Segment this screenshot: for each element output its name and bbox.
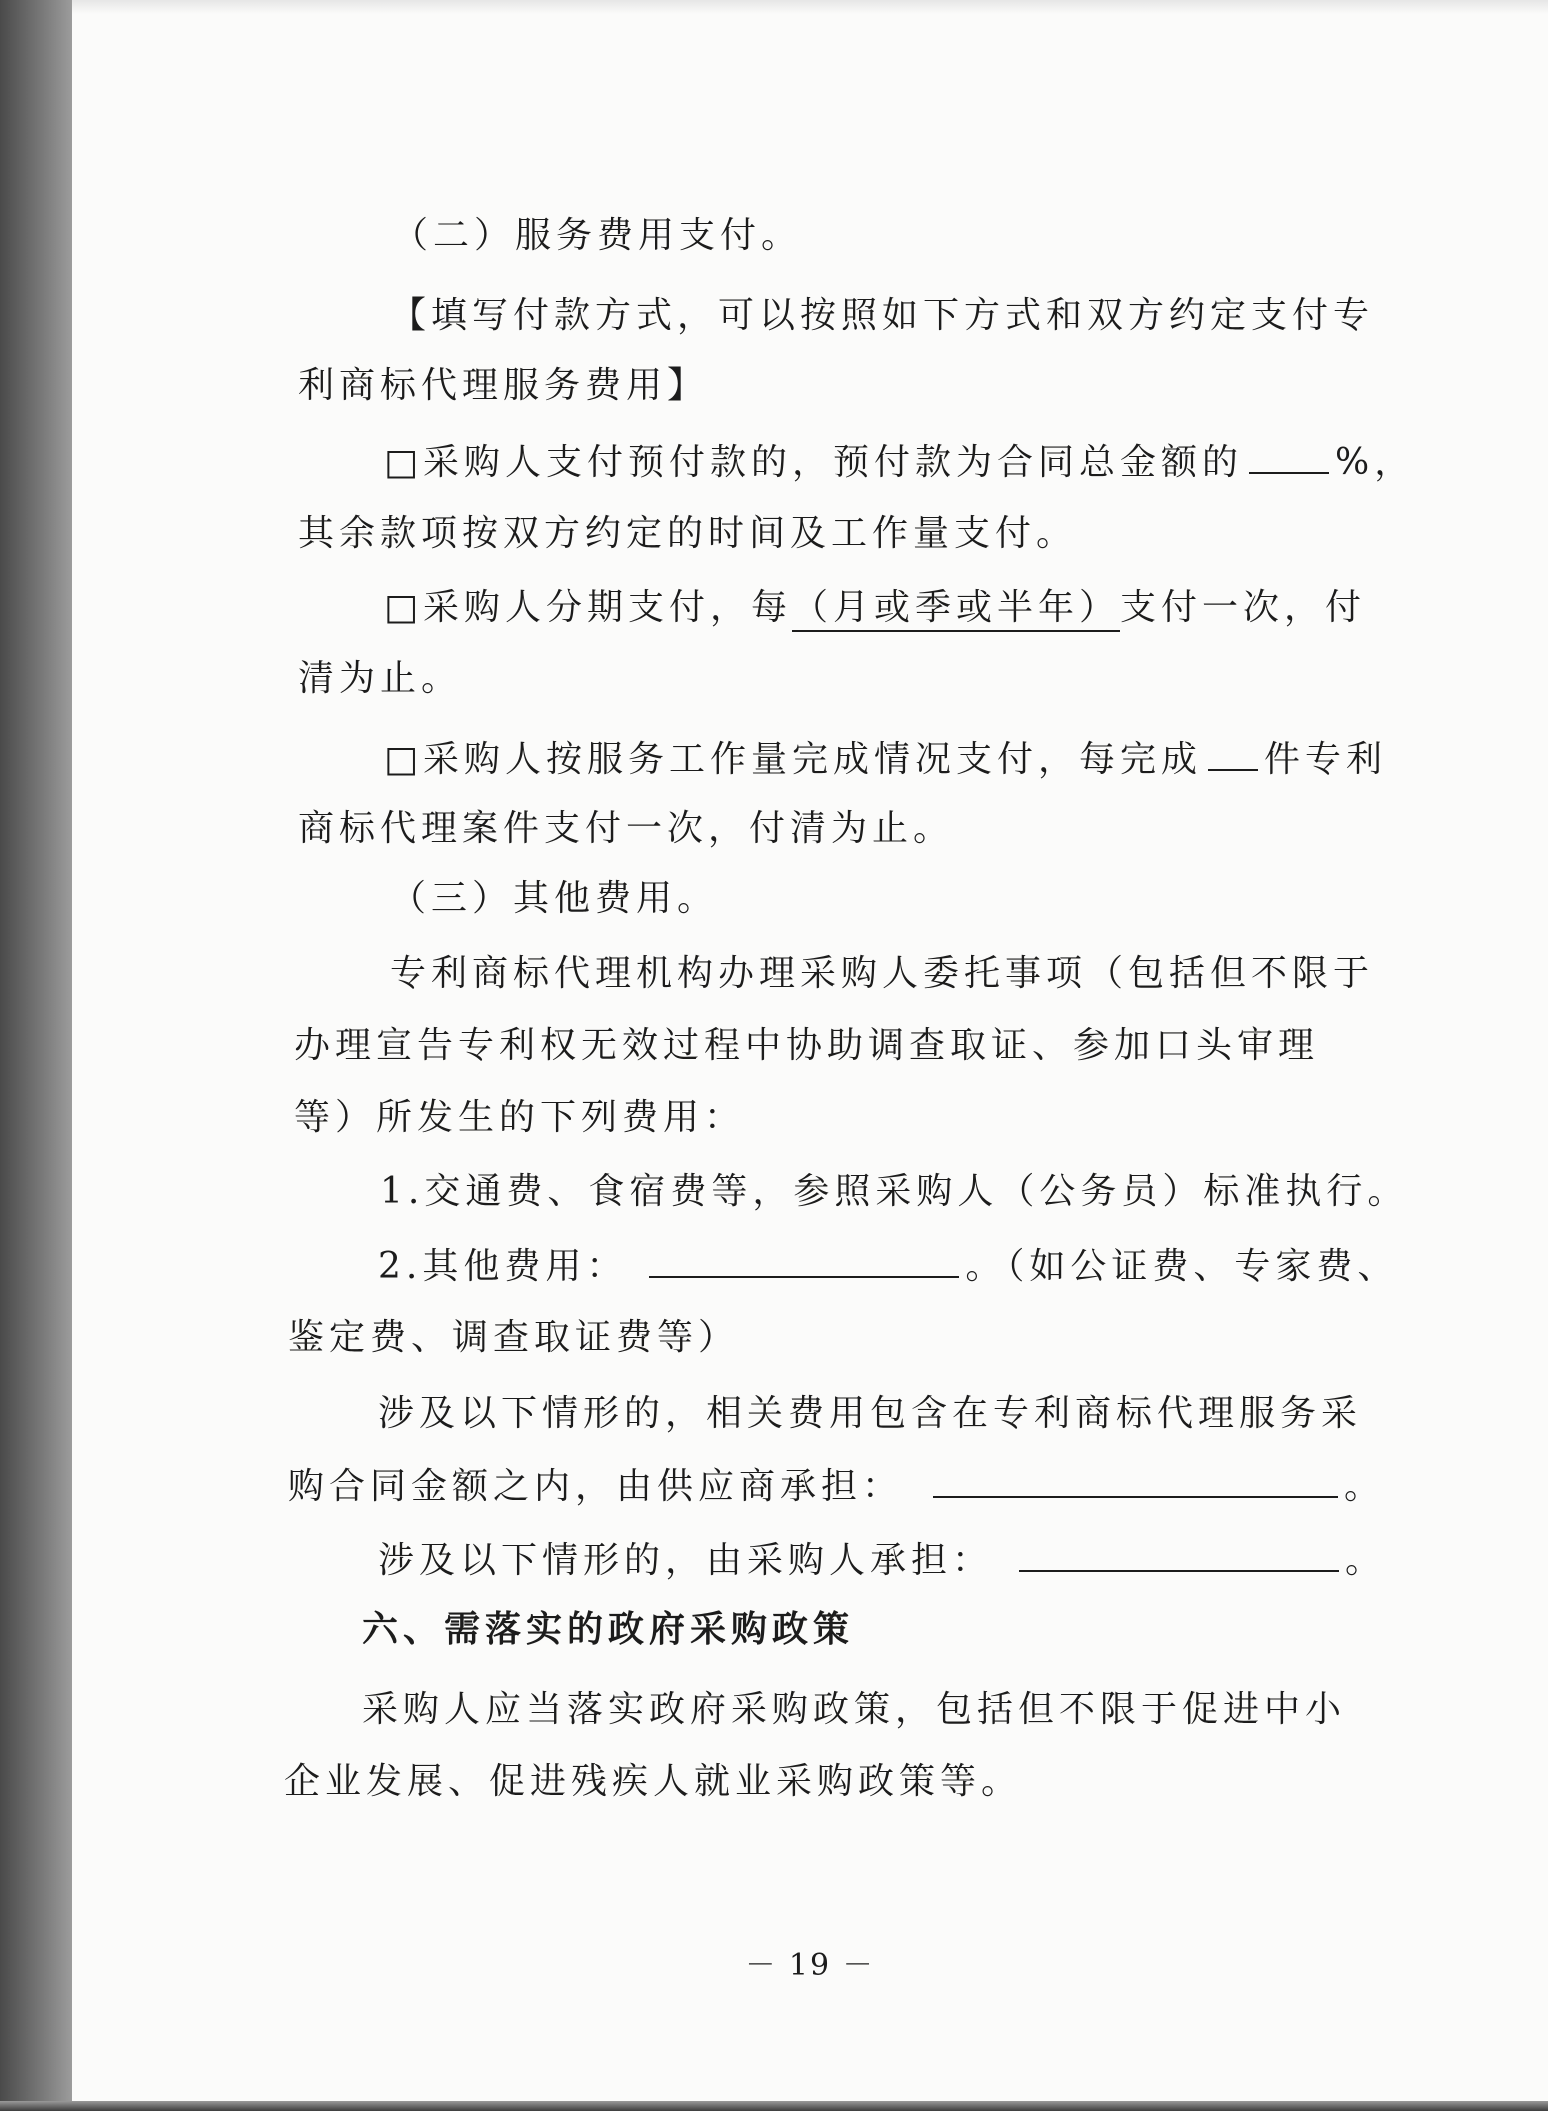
percent-sign: %， [1335,442,1416,483]
paragraph-other-fees-line1: 专利商标代理机构办理采购人委托事项（包括但不限于 [390,953,1375,994]
option-workload [384,735,1387,784]
option-workload-text: □采购人按服务工作量完成情况支付，每完成 [384,739,1203,780]
option-prepayment-text: □采购人支付预付款的，预付款为合同总金额的 [384,442,1244,483]
workload-count-blank [1208,735,1258,771]
supplier-borne-line2 [288,1462,1385,1511]
purchaser-borne-text: 涉及以下情形的，由采购人承担： [378,1540,994,1581]
fee-item-2-cont: 鉴定费、调查取证费等） [288,1317,740,1358]
supplier-borne-text: 购合同金额之内，由供应商承担： [288,1466,904,1507]
option-workload-cont: 商标代理案件支付一次，付清为止。 [298,808,955,849]
supplier-borne-period: 。 [1344,1466,1386,1507]
option-installment-cont: 清为止。 [298,658,463,699]
policy-paragraph-line1: 采购人应当落实政府采购政策，包括但不限于促进中小 [362,1689,1347,1730]
section-heading-six: 六、需落实的政府采购政策 [362,1609,855,1650]
option-installment [384,584,1366,632]
scan-shadow [72,0,1548,14]
supplier-borne-blank [933,1462,1338,1498]
other-fees-blank [649,1242,959,1278]
page-number: － 19 － [745,1948,875,1983]
fee-item-2-examples: 。（如公证费、专家费、 [965,1246,1399,1287]
fill-instruction-line2: 利商标代理服务费用】 [298,365,709,406]
supplier-borne-line1: 涉及以下情形的，相关费用包含在专利商标代理服务采 [378,1393,1363,1434]
policy-paragraph-line2: 企业发展、促进残疾人就业采购政策等。 [284,1761,1023,1802]
prepayment-percent-blank [1249,438,1329,474]
purchaser-borne-line [378,1536,1386,1585]
purchaser-borne-period: 。 [1345,1540,1387,1581]
subsection-heading-other-fees: （三）其他费用。 [390,878,719,919]
option-prepayment [384,438,1415,487]
fill-instruction-line1: 【填写付款方式，可以按照如下方式和双方约定支付专 [390,295,1375,336]
paragraph-other-fees-line3: 等）所发生的下列费用： [294,1097,746,1138]
fee-item-2-label: 2.其他费用： [378,1246,628,1287]
option-installment-tail: 支付一次，付 [1120,587,1367,628]
scan-edge-left [0,0,72,2111]
option-prepayment-cont: 其余款项按双方约定的时间及工作量支付。 [298,513,1078,554]
paragraph-other-fees-line2: 办理宣告专利权无效过程中协助调查取证、参加口头审理 [294,1025,1320,1066]
fee-item-2 [378,1242,1398,1291]
option-installment-text: □采购人分期支付，每 [384,587,793,628]
fee-item-1: 1.交通费、食宿费等，参照采购人（公务员）标准执行。 [380,1171,1409,1212]
option-workload-tail: 件专利 [1264,739,1388,780]
subsection-heading-payment: （二）服务费用支付。 [392,215,803,256]
document-page [72,0,1548,2101]
scan-edge-bottom [0,2101,1548,2111]
installment-period-underlined: （月或季或半年） [792,587,1120,632]
purchaser-borne-blank [1019,1536,1339,1572]
